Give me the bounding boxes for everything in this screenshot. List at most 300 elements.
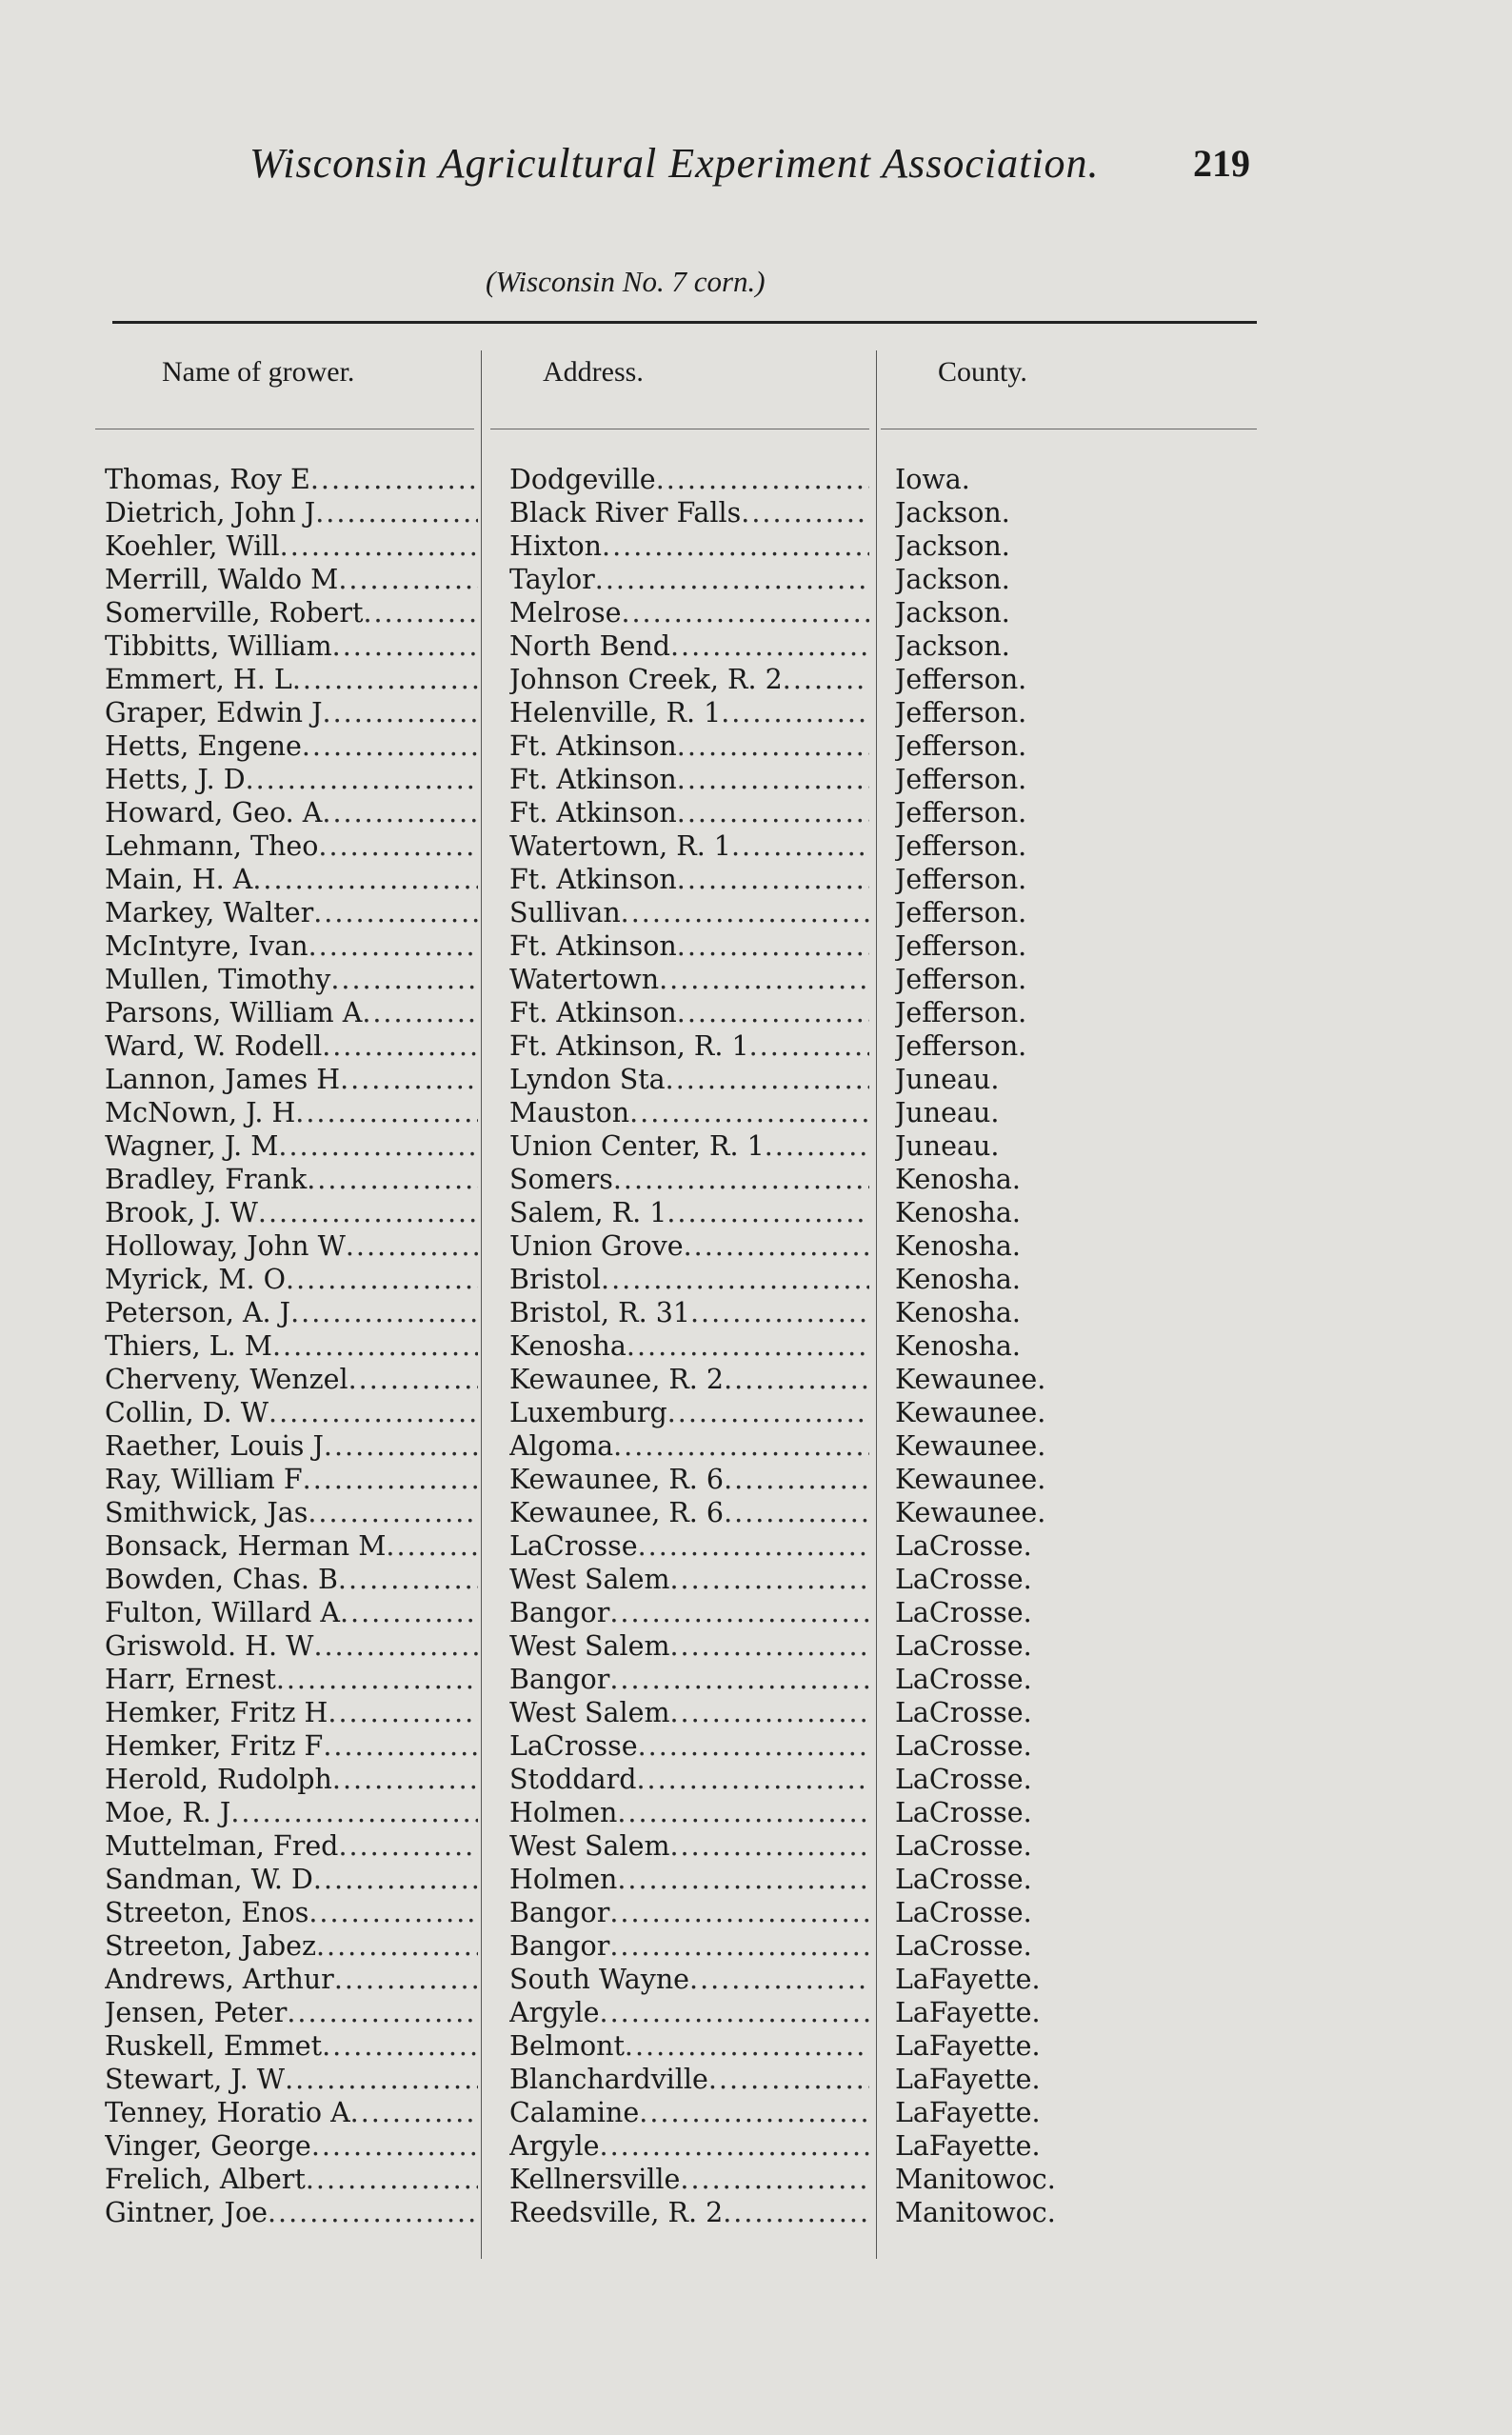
grower-name: Lannon, James H — [105, 1064, 341, 1095]
grower-county: Kewaunee. — [895, 1430, 1046, 1462]
table-row — [0, 1763, 1512, 1796]
dot-leader — [689, 1963, 869, 1996]
dot-leader — [332, 629, 478, 663]
grower-county: LaCrosse. — [895, 1830, 1032, 1862]
grower-county: Juneau. — [895, 1064, 1000, 1095]
grower-name: Bowden, Chas. B — [105, 1564, 338, 1595]
grower-name-cell — [105, 1629, 478, 1663]
grower-address-cell — [509, 1229, 869, 1263]
grower-address: Watertown — [509, 964, 660, 995]
grower-name-cell — [105, 1996, 478, 2029]
table-row — [0, 896, 1512, 929]
grower-address-cell — [509, 929, 869, 963]
grower-name-cell — [105, 2129, 478, 2163]
grower-county-cell — [895, 696, 1181, 729]
grower-name-cell — [105, 529, 478, 563]
grower-county-cell — [895, 1496, 1181, 1529]
grower-name-cell — [105, 796, 478, 829]
grower-county-cell — [895, 1963, 1181, 1996]
grower-county-cell — [895, 1929, 1181, 1963]
grower-address: LaCrosse — [509, 1730, 638, 1762]
grower-name-cell — [105, 1296, 478, 1329]
dot-leader — [625, 2029, 869, 2063]
grower-name: Stewart, J. W — [105, 2064, 286, 2095]
grower-address-cell — [509, 663, 869, 696]
grower-county: Kenosha. — [895, 1230, 1021, 1262]
dot-leader — [324, 1429, 478, 1463]
grower-county-cell — [895, 1263, 1181, 1296]
grower-county-cell — [895, 796, 1181, 829]
grower-county: Kenosha. — [895, 1264, 1021, 1295]
grower-name: Hemker, Fritz H — [105, 1697, 328, 1728]
dot-leader — [302, 729, 478, 763]
dot-leader — [667, 1396, 869, 1429]
grower-address-cell — [509, 563, 869, 596]
grower-county: Jefferson. — [895, 897, 1027, 928]
grower-county-cell — [895, 563, 1181, 596]
grower-address-cell — [509, 1063, 869, 1096]
grower-name: Raether, Louis J — [105, 1430, 324, 1462]
grower-address: Bangor — [509, 1897, 610, 1928]
table-row — [0, 1963, 1512, 1996]
dot-leader — [621, 896, 869, 929]
grower-name: Andrews, Arthur — [105, 1964, 334, 1995]
grower-address-cell — [509, 1463, 869, 1496]
grower-address-cell — [509, 729, 869, 763]
grower-name-cell — [105, 1263, 478, 1296]
grower-name-cell — [105, 2029, 478, 2063]
dot-leader — [723, 2196, 869, 2229]
grower-county: LaFayette. — [895, 2097, 1041, 2128]
grower-county-cell — [895, 1329, 1181, 1363]
grower-name-cell — [105, 1529, 478, 1563]
grower-county: Jackson. — [895, 564, 1010, 595]
grower-name-cell — [105, 763, 478, 796]
dot-leader — [724, 1363, 869, 1396]
dot-leader — [268, 2196, 478, 2229]
dot-leader — [708, 2063, 869, 2096]
grower-county: LaFayette. — [895, 2130, 1041, 2162]
grower-name-cell — [105, 829, 478, 863]
grower-county: Manitowoc. — [895, 2197, 1056, 2228]
grower-county: LaCrosse. — [895, 1864, 1032, 1895]
table-row — [0, 1696, 1512, 1729]
grower-name: Somerville, Robert — [105, 597, 364, 629]
dot-leader — [656, 463, 869, 496]
dot-leader — [258, 1196, 478, 1229]
grower-address: Union Center, R. 1 — [509, 1130, 765, 1162]
table-row — [0, 1229, 1512, 1263]
dot-leader — [600, 1996, 869, 2029]
grower-name-cell — [105, 1763, 478, 1796]
grower-address: Mauston — [509, 1097, 630, 1128]
table-row — [0, 1463, 1512, 1496]
dot-leader — [308, 929, 478, 963]
table-row — [0, 463, 1512, 496]
grower-address-cell — [509, 1696, 869, 1729]
grower-county: LaFayette. — [895, 1997, 1041, 2028]
grower-county-cell — [895, 1063, 1181, 1096]
dot-leader — [602, 529, 869, 563]
grower-address-cell — [509, 2096, 869, 2129]
grower-name: Thiers, L. M — [105, 1330, 272, 1362]
grower-county-cell — [895, 2196, 1181, 2229]
grower-name-cell — [105, 1596, 478, 1629]
grower-county: Jefferson. — [895, 1030, 1027, 1062]
grower-name: Fulton, Willard A — [105, 1597, 340, 1628]
grower-address: Taylor — [509, 564, 595, 595]
grower-name: Ray, William F — [105, 1464, 303, 1495]
table-row — [0, 563, 1512, 596]
grower-name: Hetts, J. D — [105, 764, 246, 795]
grower-county-cell — [895, 1463, 1181, 1496]
grower-name: Bonsack, Herman M — [105, 1530, 387, 1562]
grower-name: Howard, Geo. A — [105, 797, 323, 828]
grower-address-cell — [509, 1596, 869, 1629]
grower-county-cell — [895, 1796, 1181, 1829]
grower-address-cell — [509, 963, 869, 996]
grower-name-cell — [105, 629, 478, 663]
grower-name-cell — [105, 496, 478, 529]
dot-leader — [323, 696, 478, 729]
grower-name: Bradley, Frank — [105, 1164, 308, 1195]
dot-leader — [315, 496, 478, 529]
dot-leader — [680, 2163, 869, 2196]
grower-county: LaFayette. — [895, 2030, 1041, 2062]
grower-county: LaCrosse. — [895, 1630, 1032, 1662]
grower-address: Ft. Atkinson, R. 1 — [509, 1030, 749, 1062]
dot-leader — [601, 1263, 869, 1296]
grower-address-cell — [509, 1629, 869, 1663]
grower-name: Collin, D. W — [105, 1397, 269, 1428]
grower-name: Markey, Walter — [105, 897, 314, 928]
grower-address: South Wayne — [509, 1964, 690, 1995]
dot-leader — [252, 863, 478, 896]
dot-leader — [340, 1063, 478, 1096]
dot-leader — [286, 1263, 478, 1296]
grower-table-body — [0, 463, 1512, 2229]
grower-address-cell — [509, 1863, 869, 1896]
grower-county-cell — [895, 829, 1181, 863]
grower-name: Thomas, Roy E — [105, 464, 310, 495]
grower-county-cell — [895, 1996, 1181, 2029]
grower-county: Jefferson. — [895, 664, 1027, 695]
grower-name-cell — [105, 1896, 478, 1929]
dot-leader — [600, 2129, 869, 2163]
dot-leader — [287, 1996, 478, 2029]
dot-leader — [230, 1796, 478, 1829]
grower-county: Jefferson. — [895, 997, 1027, 1028]
column-header-name: Name of grower. — [162, 356, 355, 388]
grower-name: Ruskell, Emmet — [105, 2030, 323, 2062]
table-row — [0, 1996, 1512, 2029]
grower-address-cell — [509, 1796, 869, 1829]
grower-county-cell — [895, 1696, 1181, 1729]
grower-county-cell — [895, 1829, 1181, 1863]
grower-name: McIntyre, Ivan — [105, 930, 308, 962]
dot-leader — [684, 1229, 869, 1263]
grower-county-cell — [895, 1596, 1181, 1629]
grower-county: LaCrosse. — [895, 1564, 1032, 1595]
dot-leader — [724, 1463, 869, 1496]
grower-county-cell — [895, 629, 1181, 663]
grower-county-cell — [895, 1096, 1181, 1129]
table-row — [0, 1863, 1512, 1896]
grower-name: Main, H. A — [105, 864, 253, 895]
grower-address-cell — [509, 1263, 869, 1296]
dot-leader — [322, 1029, 478, 1063]
dot-leader — [629, 1096, 869, 1129]
grower-name: Gintner, Joe — [105, 2197, 268, 2228]
grower-name: Merrill, Waldo M — [105, 564, 339, 595]
grower-address: Bangor — [509, 1930, 610, 1962]
grower-name: Lehmann, Theo — [105, 830, 319, 862]
grower-county-cell — [895, 996, 1181, 1029]
table-row — [0, 1496, 1512, 1529]
grower-address-cell — [509, 496, 869, 529]
dot-leader — [677, 796, 869, 829]
dot-leader — [690, 1296, 869, 1329]
grower-county: Kenosha. — [895, 1197, 1021, 1228]
dot-leader — [765, 1129, 869, 1163]
dot-leader — [749, 1029, 869, 1063]
grower-county: Jefferson. — [895, 764, 1027, 795]
grower-name: Holloway, John W — [105, 1230, 346, 1262]
grower-county: Kewaunee. — [895, 1364, 1046, 1395]
grower-address-cell — [509, 2163, 869, 2196]
grower-county-cell — [895, 929, 1181, 963]
dot-leader — [670, 1696, 870, 1729]
grower-county: LaCrosse. — [895, 1930, 1032, 1962]
grower-address: Kewaunee, R. 6 — [509, 1497, 725, 1528]
grower-name-cell — [105, 1496, 478, 1529]
dot-leader — [308, 1896, 478, 1929]
grower-county-cell — [895, 1029, 1181, 1063]
table-row — [0, 1629, 1512, 1663]
grower-name-cell — [105, 1329, 478, 1363]
grower-name-cell — [105, 1863, 478, 1896]
grower-address: Calamine — [509, 2097, 640, 2128]
grower-county-cell — [895, 1896, 1181, 1929]
grower-address: Bangor — [509, 1597, 610, 1628]
grower-county-cell — [895, 2063, 1181, 2096]
dot-leader — [609, 1929, 869, 1963]
dot-leader — [639, 2096, 869, 2129]
table-row — [0, 829, 1512, 863]
grower-address: Hixton — [509, 530, 603, 562]
dot-leader — [303, 1463, 478, 1496]
table-row — [0, 663, 1512, 696]
grower-address-cell — [509, 1663, 869, 1696]
grower-county-cell — [895, 2029, 1181, 2063]
grower-address: Algoma — [509, 1430, 614, 1462]
grower-name-cell — [105, 1796, 478, 1829]
dot-leader — [638, 1529, 869, 1563]
grower-address: Lyndon Sta — [509, 1064, 666, 1095]
grower-name-cell — [105, 2196, 478, 2229]
dot-leader — [313, 896, 478, 929]
table-row — [0, 2196, 1512, 2229]
grower-address: Bristol, R. 31 — [509, 1297, 690, 1328]
grower-county-cell — [895, 663, 1181, 696]
grower-address: Kellnersville — [509, 2164, 681, 2195]
grower-address-cell — [509, 763, 869, 796]
grower-name-cell — [105, 2063, 478, 2096]
grower-name-cell — [105, 563, 478, 596]
grower-address: Argyle — [509, 1997, 600, 2028]
grower-address-cell — [509, 996, 869, 1029]
table-row — [0, 963, 1512, 996]
grower-county: LaCrosse. — [895, 1664, 1032, 1695]
grower-county-cell — [895, 763, 1181, 796]
grower-name-cell — [105, 996, 478, 1029]
grower-county-cell — [895, 529, 1181, 563]
column-header-address: Address. — [543, 356, 644, 388]
grower-address: Kewaunee, R. 2 — [509, 1364, 725, 1395]
dot-leader — [311, 2129, 478, 2163]
dot-leader — [318, 829, 478, 863]
grower-county: Jefferson. — [895, 964, 1027, 995]
table-top-rule — [112, 321, 1257, 324]
grower-name: Muttelman, Fred — [105, 1830, 339, 1862]
dot-leader — [338, 1829, 478, 1863]
grower-name-cell — [105, 1029, 478, 1063]
dot-leader — [363, 596, 478, 629]
grower-name-cell — [105, 663, 478, 696]
grower-county: Manitowoc. — [895, 2164, 1056, 2195]
grower-address: Salem, R. 1 — [509, 1197, 667, 1228]
grower-county-cell — [895, 463, 1181, 496]
grower-county: Iowa. — [895, 464, 970, 495]
grower-address-cell — [509, 1563, 869, 1596]
grower-address: Holmen — [509, 1797, 618, 1828]
grower-name: Brook, J. W — [105, 1197, 258, 1228]
grower-county: LaFayette. — [895, 1964, 1041, 1995]
grower-county: Jefferson. — [895, 697, 1027, 729]
grower-address-cell — [509, 1129, 869, 1163]
dot-leader — [741, 496, 869, 529]
dot-leader — [338, 1563, 478, 1596]
grower-name: Wagner, J. M — [105, 1130, 279, 1162]
grower-county: LaCrosse. — [895, 1897, 1032, 1928]
grower-name: Griswold. H. W — [105, 1630, 314, 1662]
dot-leader — [670, 1829, 870, 1863]
grower-name-cell — [105, 1663, 478, 1696]
table-row — [0, 929, 1512, 963]
grower-address-cell — [509, 796, 869, 829]
grower-county: LaFayette. — [895, 2064, 1041, 2095]
grower-name-cell — [105, 963, 478, 996]
grower-name-cell — [105, 1563, 478, 1596]
dot-leader — [322, 2029, 478, 2063]
grower-county: Jefferson. — [895, 730, 1027, 762]
dot-leader — [330, 963, 478, 996]
grower-address: Union Grove — [509, 1230, 684, 1262]
dot-leader — [272, 1329, 478, 1363]
grower-county: Kewaunee. — [895, 1497, 1046, 1528]
dot-leader — [310, 463, 478, 496]
dot-leader — [677, 996, 869, 1029]
grower-address: Belmont — [509, 2030, 625, 2062]
grower-county-cell — [895, 896, 1181, 929]
grower-name: Streeton, Jabez — [105, 1930, 316, 1962]
table-subtitle: (Wisconsin No. 7 corn.) — [486, 265, 766, 298]
grower-county-cell — [895, 496, 1181, 529]
grower-county-cell — [895, 1363, 1181, 1396]
grower-name: Frelich, Albert — [105, 2164, 306, 2195]
grower-name: Moe, R. J — [105, 1797, 231, 1828]
grower-address: Black River Falls — [509, 497, 742, 529]
grower-address: Ft. Atkinson — [509, 764, 677, 795]
dot-leader — [659, 963, 869, 996]
dot-leader — [670, 629, 869, 663]
grower-address-cell — [509, 463, 869, 496]
grower-address-cell — [509, 629, 869, 663]
grower-name-cell — [105, 1696, 478, 1729]
grower-address: West Salem — [509, 1564, 670, 1595]
table-row — [0, 729, 1512, 763]
grower-address-cell — [509, 1496, 869, 1529]
grower-name: Emmert, H. L — [105, 664, 292, 695]
table-row — [0, 529, 1512, 563]
table-row — [0, 1029, 1512, 1063]
grower-county-cell — [895, 1629, 1181, 1663]
dot-leader — [617, 1796, 869, 1829]
grower-address: Kewaunee, R. 6 — [509, 1464, 725, 1495]
table-row — [0, 1129, 1512, 1163]
grower-address: Reedsville, R. 2 — [509, 2197, 724, 2228]
table-row — [0, 2163, 1512, 2196]
grower-name: Hetts, Engene — [105, 730, 302, 762]
table-row — [0, 1663, 1512, 1696]
grower-county: Kenosha. — [895, 1297, 1021, 1328]
grower-county-cell — [895, 1129, 1181, 1163]
grower-county: Jackson. — [895, 530, 1010, 562]
dot-leader — [332, 1763, 478, 1796]
grower-county-cell — [895, 1196, 1181, 1229]
grower-address: Watertown, R. 1 — [509, 830, 731, 862]
dot-leader — [276, 1663, 478, 1696]
grower-name: Streeton, Enos — [105, 1897, 309, 1928]
grower-county-cell — [895, 1429, 1181, 1463]
dot-leader — [609, 1896, 869, 1929]
table-row — [0, 996, 1512, 1029]
table-row — [0, 1929, 1512, 1963]
table-row — [0, 1329, 1512, 1363]
grower-address: LaCrosse — [509, 1530, 638, 1562]
grower-name: Ward, W. Rodell — [105, 1030, 323, 1062]
dot-leader — [609, 1596, 869, 1629]
dot-leader — [322, 796, 478, 829]
dot-leader — [313, 1863, 478, 1896]
dot-leader — [613, 1163, 869, 1196]
dot-leader — [313, 1629, 478, 1663]
grower-name-cell — [105, 2096, 478, 2129]
table-row — [0, 863, 1512, 896]
column-header-county: County. — [938, 356, 1027, 388]
grower-county: Kenosha. — [895, 1164, 1021, 1195]
grower-address: Stoddard — [509, 1764, 637, 1795]
grower-address-cell — [509, 1396, 869, 1429]
grower-name: Vinger, George — [105, 2130, 311, 2162]
dot-leader — [666, 1196, 869, 1229]
dot-leader — [278, 1129, 478, 1163]
grower-address: Somers — [509, 1164, 613, 1195]
table-row — [0, 2063, 1512, 2096]
grower-county-cell — [895, 1163, 1181, 1196]
dot-leader — [638, 1729, 869, 1763]
grower-address-cell — [509, 2129, 869, 2163]
